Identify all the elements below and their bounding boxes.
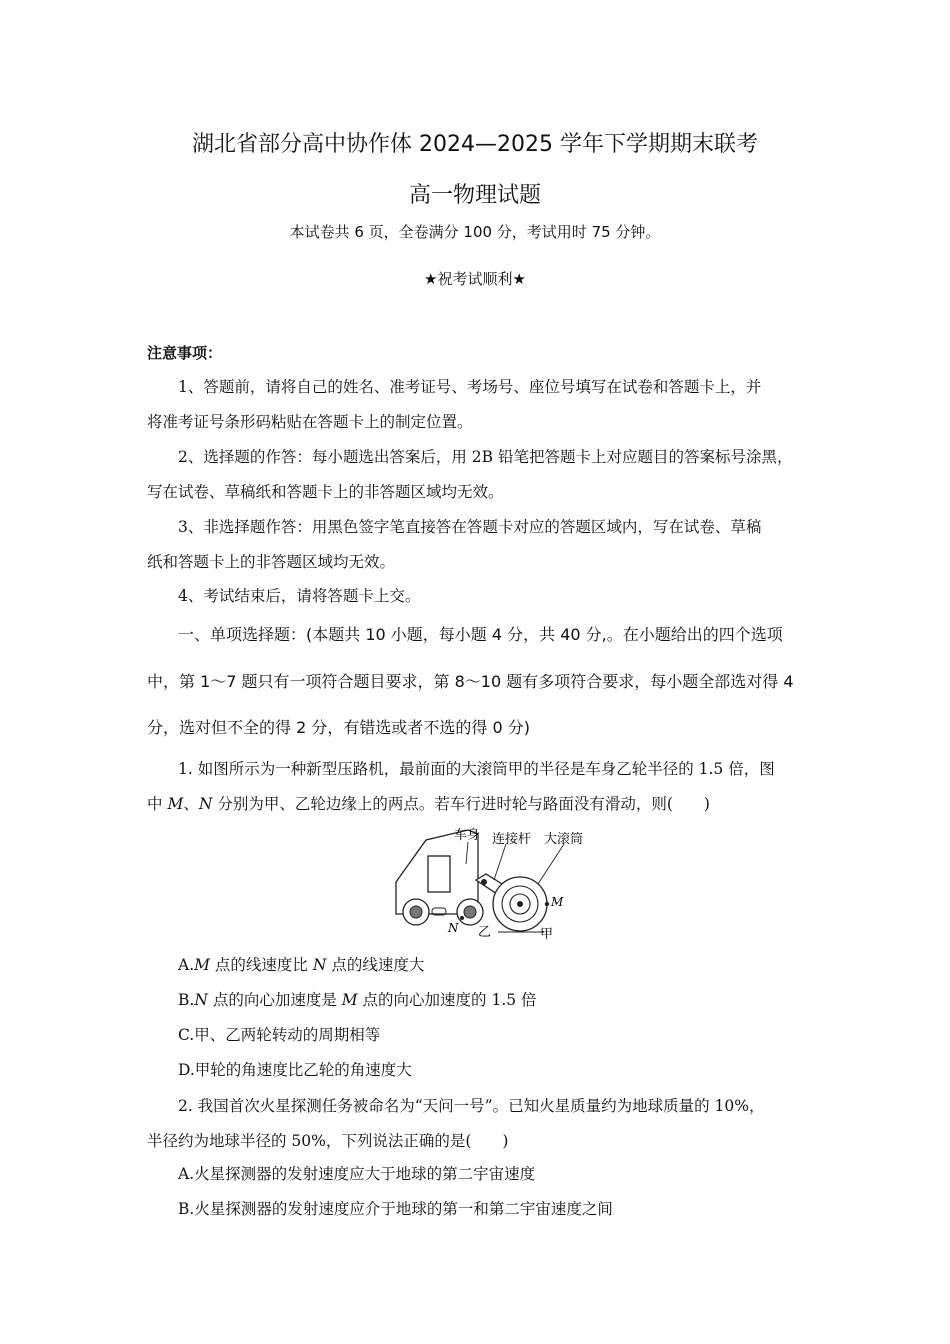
label-yi: 乙 [478, 925, 492, 940]
point-N [460, 916, 464, 920]
rod-pivot [481, 879, 487, 885]
point-M [545, 902, 549, 906]
q2-line1: 2. 我国首次火星探测任务被命名为“天问一号”。已知火星质量约为地球质量的 10%， [178, 1097, 765, 1115]
label-M: M [551, 895, 564, 909]
good-luck-line: ★祝考试顺利★ [424, 270, 526, 288]
drum-jia-center [517, 901, 523, 907]
notice-item-3-line1: 3、非选择题作答：用黑色签字笔直接答在答题卡对应的答题区域内，写在试卷、草稿 [178, 518, 762, 536]
notice-item-2 [147, 440, 807, 509]
question-2 [147, 1089, 812, 1158]
q1-option-c: C.甲、乙两轮转动的周期相等 [178, 1026, 381, 1044]
notice-item-1 [147, 370, 807, 439]
notice-item-1-line2: 将准考证号条形码粘贴在答题卡上的制定位置。 [147, 412, 473, 431]
notice-item-2-line1: 2、选择题的作答：每小题选出答案后，用 2B 铅笔把答题卡上对应题目的答案标号涂黑， [178, 448, 793, 466]
exam-info: 本试卷共 6 页，全卷满分 100 分，考试用时 75 分钟。 [289, 223, 661, 241]
q1-option-b: B.N 点的向心加速度是 M 点的向心加速度的 1.5 倍 [178, 991, 537, 1009]
notice-item-4 [147, 579, 807, 614]
notice-item-2-line2: 写在试卷、草稿纸和答题卡上的非答题区域均无效。 [147, 482, 504, 501]
roller-window [428, 856, 450, 892]
label-rod: 连接杆 [492, 832, 532, 847]
exam-subtitle: 高一物理试题 [408, 183, 541, 208]
section1-instructions [147, 612, 812, 752]
road-roller-figure [388, 822, 598, 944]
exam-title: 湖北省部分高中协作体 2024—2025 学年下学期期末联考 [192, 132, 758, 157]
leader-rod [494, 844, 506, 880]
q2-line2: 半径约为地球半径的 50%，下列说法正确的是( ) [147, 1131, 509, 1150]
label-drum: 大滚筒 [544, 832, 584, 847]
question-1 [147, 752, 812, 821]
q2-option-a: A.火星探测器的发射速度应大于地球的第二宇宙速度 [178, 1165, 536, 1183]
label-jia: 甲 [540, 927, 554, 942]
notice-item-1-line1: 1、答题前，请将自己的姓名、准考证号、考场号、座位号填写在试卷和答题卡上，并 [178, 378, 762, 396]
section1-line3: 分，选对但不全的得 2 分，有错选或者不选的得 0 分) [147, 718, 530, 737]
notice-item-3-line2: 纸和答题卡上的非答题区域均无效。 [147, 552, 396, 571]
label-body: 车身 [454, 828, 481, 843]
q1-line1: 1. 如图所示为一种新型压路机，最前面的大滚筒甲的半径是车身乙轮半径的 1.5 倍，图 [178, 760, 775, 778]
wheel-yi-hub [464, 906, 476, 918]
leader-drum [538, 844, 564, 884]
notice-item-3 [147, 510, 807, 579]
q1-line2: 中 M、N 分别为甲、乙轮边缘上的两点。若车行进时轮与路面没有滑动，则( ) [147, 794, 710, 813]
section1-line1: 一、单项选择题：(本题共 10 小题，每小题 4 分，共 40 分,。在小题给出的四个选项 [178, 625, 783, 644]
notice-item-4-line1: 4、考试结束后，请将答题卡上交。 [178, 587, 421, 605]
rear-wheel-left-hub [410, 906, 422, 918]
section1-line2: 中，第 1～7 题只有一项符合题目要求，第 8～10 题有多项符合要求，每小题全部选对得 4 [147, 671, 794, 691]
notice-heading: 注意事项： [147, 344, 223, 362]
q2-option-b: B.火星探测器的发射速度应介于地球的第一和第二宇宙速度之间 [178, 1200, 613, 1218]
leader-body [466, 842, 468, 864]
q1-option-a: A.M 点的线速度比 N 点的线速度大 [178, 956, 425, 974]
q1-option-d: D.甲轮的角速度比乙轮的角速度大 [178, 1061, 412, 1079]
label-N: N [448, 921, 459, 935]
